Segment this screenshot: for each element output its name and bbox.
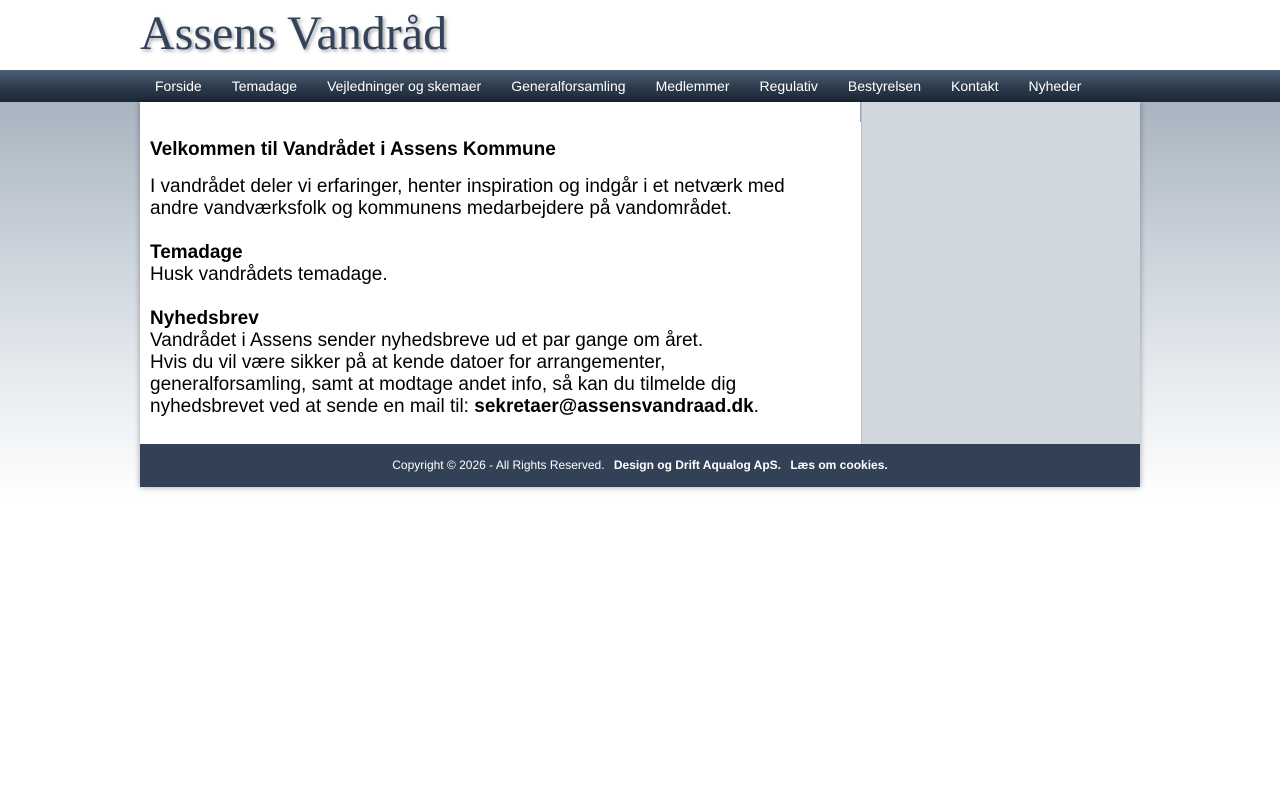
nav-item-forside[interactable]: Forside — [155, 78, 202, 94]
nav-item-regulativ[interactable]: Regulativ — [759, 78, 818, 94]
site-title[interactable]: Assens Vandråd — [140, 7, 448, 60]
main-content — [140, 102, 861, 444]
intro-line: andre vandværksfolk og kommunens medarbejdere på vandområdet. — [150, 198, 732, 219]
nav-item-bestyrelsen[interactable]: Bestyrelsen — [847, 78, 922, 94]
intro-paragraph — [150, 176, 830, 220]
nav-item-nyheder[interactable]: Nyheder — [1028, 78, 1082, 94]
article — [150, 138, 830, 418]
nyhedsbrev-line-suffix: . — [753, 396, 759, 417]
nyhedsbrev-title: Nyhedsbrev — [150, 308, 259, 329]
nav-item-vejledninger[interactable]: Vejledninger og skemaer — [327, 78, 482, 94]
nyhedsbrev-line: Hvis du vil være sikker på at kende datoer for arrangementer, — [150, 352, 666, 373]
intro-line: I vandrådet deler vi erfaringer, henter inspiration og indgår i et netværk med — [150, 176, 785, 197]
design-link[interactable]: Design og Drift Aqualog ApS. — [613, 458, 781, 472]
nav-item-generalforsamling[interactable]: Generalforsamling — [511, 78, 626, 94]
temadage-title: Temadage — [150, 242, 243, 263]
main-navigation — [0, 70, 1280, 102]
nyhedsbrev-section — [150, 308, 830, 418]
nyhedsbrev-line: generalforsamling, samt at modtage andet info, så kan du tilmelde dig — [150, 374, 737, 395]
copyright-text: Copyright © 2026 - All Rights Reserved. — [392, 458, 605, 472]
nav-item-kontakt[interactable]: Kontakt — [951, 78, 999, 94]
spacer — [150, 220, 830, 242]
sidebar — [861, 102, 1140, 444]
welcome-heading: Velkommen til Vandrådet i Assens Kommune — [150, 139, 556, 160]
temadage-section — [150, 242, 830, 286]
content-container — [140, 102, 1140, 487]
email-link[interactable]: sekretaer@assensvandraad.dk — [474, 396, 754, 417]
nyhedsbrev-line-prefix: nyhedsbrevet ved at sende en mail til: — [150, 396, 475, 417]
site-header — [0, 0, 1280, 70]
nav-list — [140, 70, 1096, 102]
temadage-text: Husk vandrådets temadage. — [150, 264, 388, 285]
site-footer — [140, 444, 1140, 487]
cookies-link[interactable]: Læs om cookies. — [790, 458, 888, 472]
nav-item-temadage[interactable]: Temadage — [231, 78, 298, 94]
nav-item-medlemmer[interactable]: Medlemmer — [655, 78, 730, 94]
spacer — [150, 286, 830, 308]
nyhedsbrev-line — [150, 396, 830, 418]
nyhedsbrev-line: Vandrådet i Assens sender nyhedsbreve ud et par gange om året. — [150, 330, 704, 351]
